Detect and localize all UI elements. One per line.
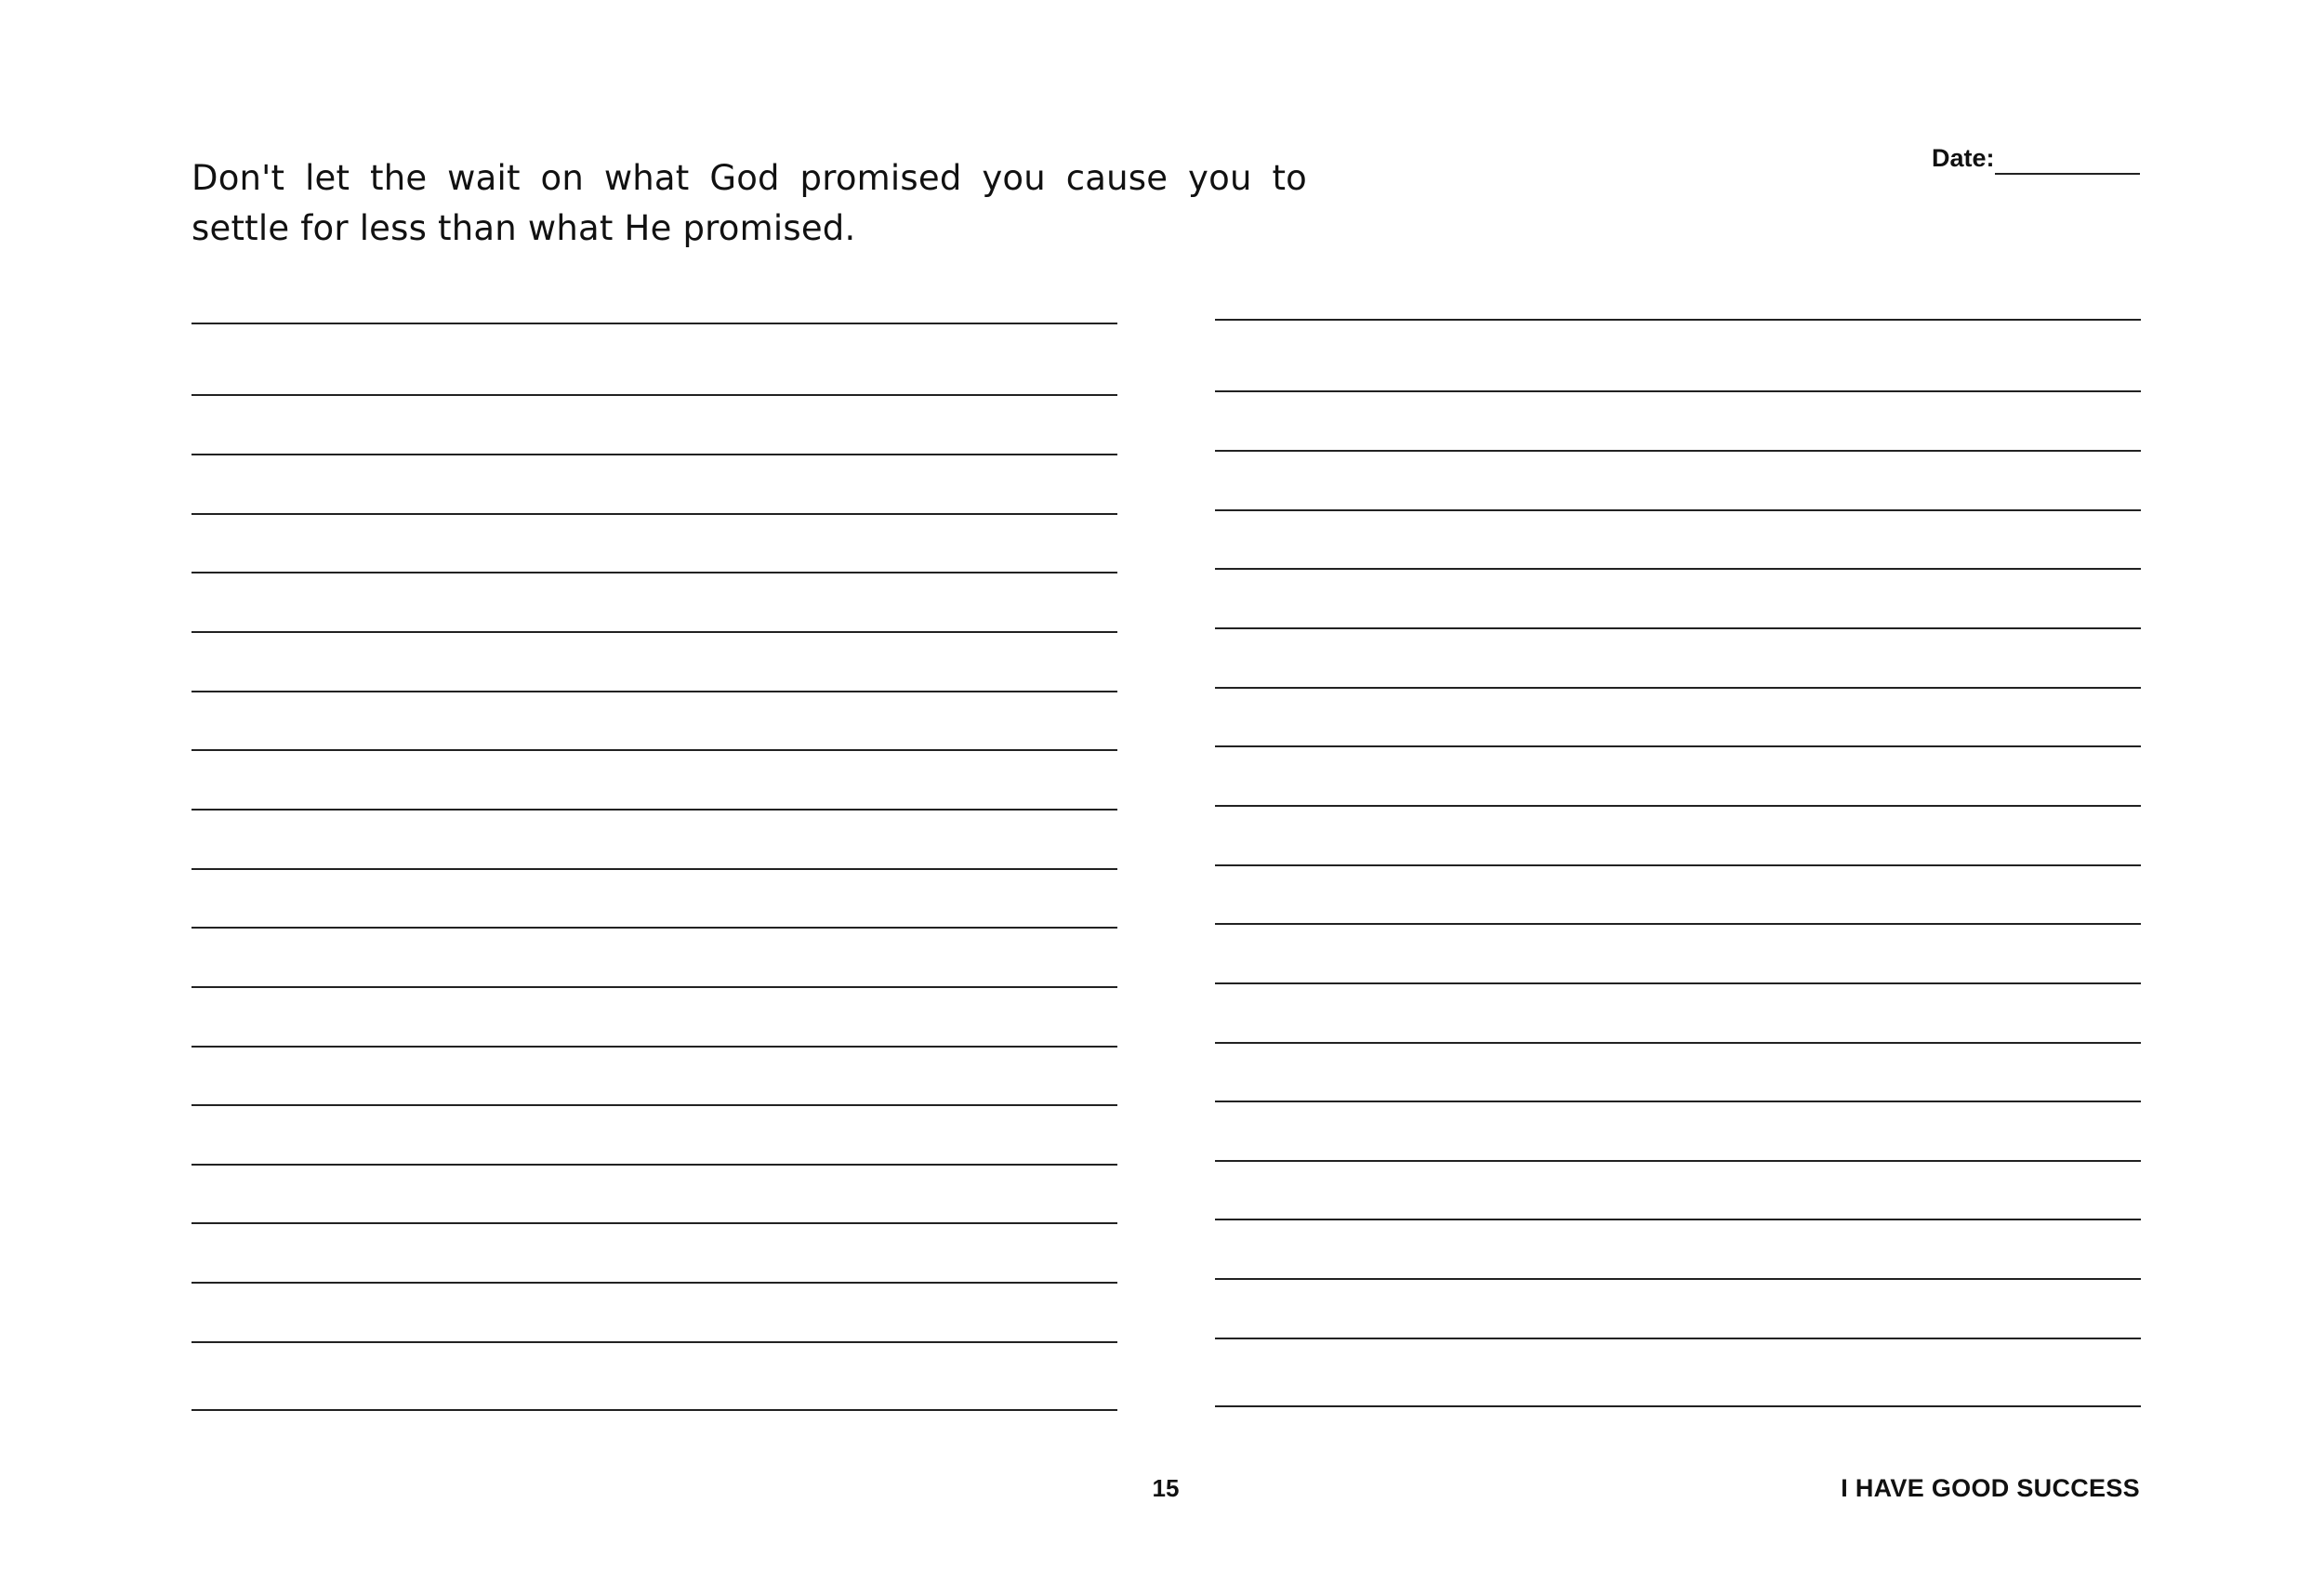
writing-line[interactable] — [191, 1222, 1117, 1224]
page-number: 15 — [1152, 1474, 1180, 1502]
writing-line[interactable] — [191, 1409, 1117, 1411]
left-writing-column — [191, 0, 1117, 1595]
right-writing-column — [1215, 0, 2141, 1595]
writing-line[interactable] — [1215, 1338, 2141, 1339]
writing-line[interactable] — [191, 1104, 1117, 1106]
writing-line[interactable] — [191, 572, 1117, 573]
writing-line[interactable] — [1215, 745, 2141, 747]
writing-line[interactable] — [1215, 864, 2141, 866]
writing-line[interactable] — [191, 749, 1117, 751]
footer-brand: I HAVE GOOD SUCCESS — [1841, 1474, 2140, 1502]
writing-line[interactable] — [1215, 1219, 2141, 1220]
writing-line[interactable] — [1215, 568, 2141, 570]
writing-line[interactable] — [1215, 319, 2141, 321]
writing-line[interactable] — [1215, 627, 2141, 629]
writing-line[interactable] — [1215, 1042, 2141, 1044]
writing-line[interactable] — [1215, 1405, 2141, 1407]
writing-line[interactable] — [191, 691, 1117, 692]
date-label: Date: — [1932, 144, 1995, 172]
writing-line[interactable] — [1215, 805, 2141, 807]
writing-line[interactable] — [191, 323, 1117, 324]
writing-line[interactable] — [1215, 982, 2141, 984]
writing-line[interactable] — [1215, 1101, 2141, 1102]
journal-prompt: Don't let the wait on what God promised you cause you to settle for less than what He promised. — [191, 158, 1307, 248]
writing-line[interactable] — [191, 513, 1117, 515]
writing-line[interactable] — [1215, 1160, 2141, 1162]
writing-line[interactable] — [1215, 687, 2141, 689]
writing-line[interactable] — [1215, 1278, 2141, 1280]
writing-line[interactable] — [1215, 923, 2141, 925]
writing-line[interactable] — [191, 1046, 1117, 1048]
writing-line[interactable] — [191, 986, 1117, 988]
writing-line[interactable] — [191, 394, 1117, 396]
writing-line[interactable] — [191, 454, 1117, 455]
writing-line[interactable] — [191, 809, 1117, 811]
writing-line[interactable] — [191, 927, 1117, 929]
writing-line[interactable] — [1215, 509, 2141, 511]
writing-line[interactable] — [1215, 390, 2141, 392]
writing-line[interactable] — [191, 868, 1117, 870]
writing-line[interactable] — [191, 1341, 1117, 1343]
writing-line[interactable] — [1215, 450, 2141, 452]
writing-line[interactable] — [191, 1282, 1117, 1284]
writing-line[interactable] — [191, 1164, 1117, 1166]
writing-line[interactable] — [191, 631, 1117, 633]
